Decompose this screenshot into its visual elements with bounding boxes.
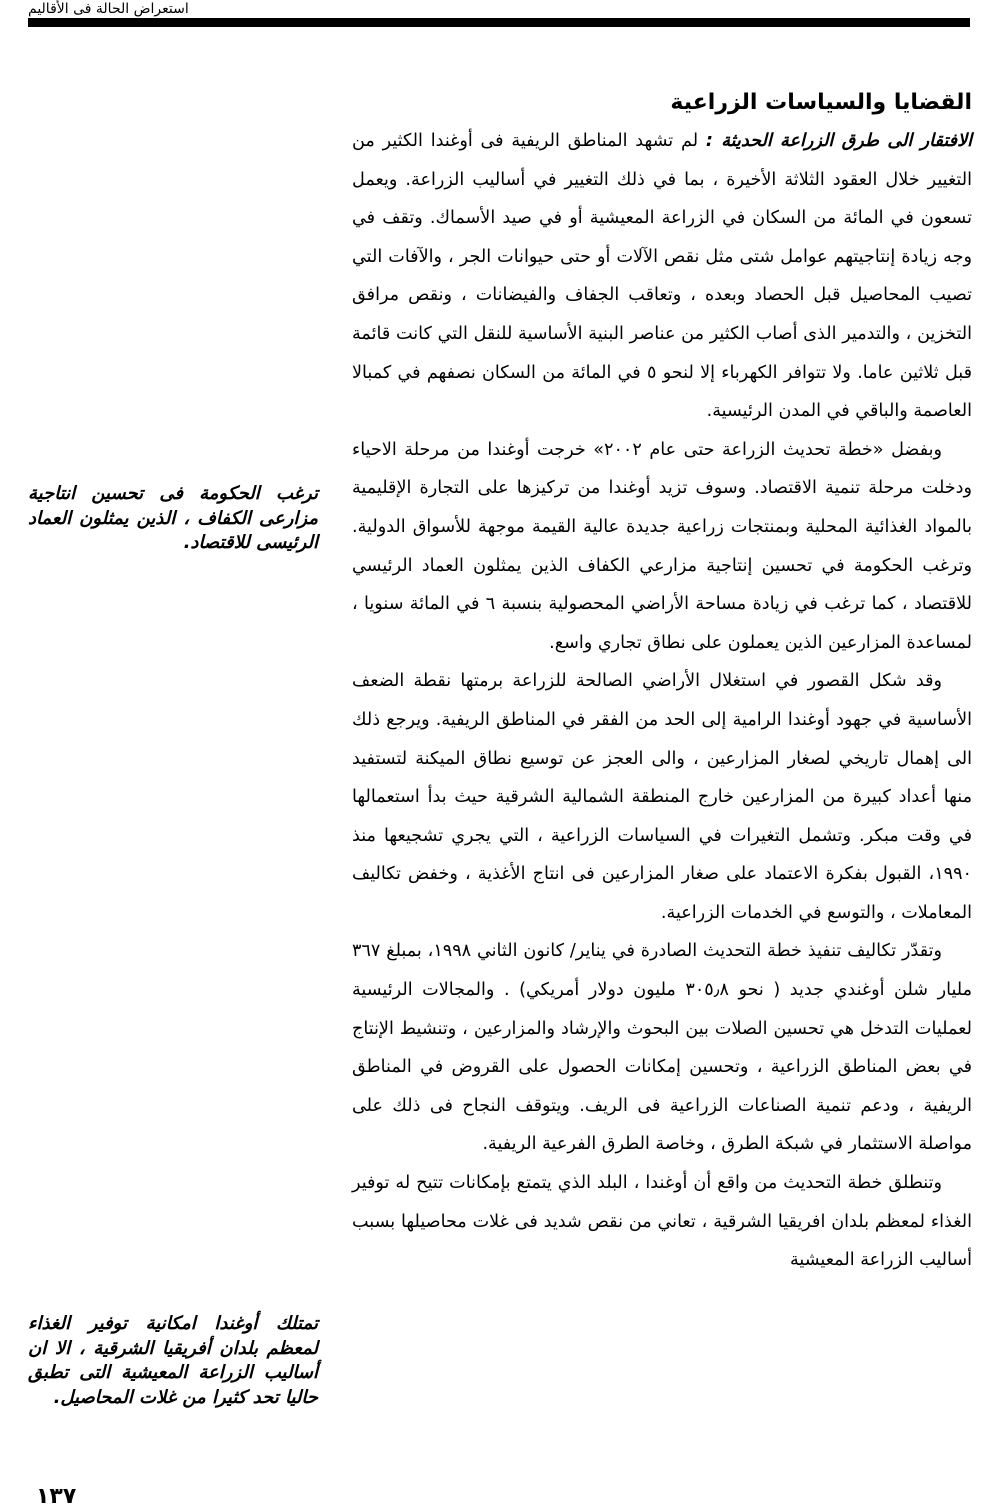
margin-note: ترغب الحكومة فى تحسين انتاجية مزارعى الكفاف ، الذين يمثلون العماد الرئيسى للاقتصاد.: [28, 483, 318, 553]
page-number: ١٣٧: [36, 1484, 77, 1509]
margin-note: تمتلك أوغندا امكانية توفير الغذاء لمعظم بلدان أفريقيا الشرقية ، الا ان أساليب الزراعة المعيشية التى تطبق حاليا تحد كثيرا من غلات المحاصيل.: [28, 1313, 318, 1408]
paragraph-4: وتقدّر تكاليف تنفيذ خطة التحديث الصادرة في يناير/ كانون الثاني ١٩٩٨، بمبلغ ٣٦٧ مليار شلن أوغندي جديد ( نحو ٣٠٥٫٨ مليون دولار أمريكي) . والمجالات الرئيسية لعمليات التدخل هي تحسين الصلات بين البحوث والإرشاد والمزارعين ، وتنشيط الإنتاج في بعض المناطق الزراعية ، وتحسين إمكانات الحصول على القروض في المناطق الريفية ، ودعم تنمية الصناعات الزراعية فى الريف. ويتوقف النجاح فى ذلك على مواصلة الاستثمار في شبكة الطرق ، وخاصة الطرق الفرعية الريفية.: [352, 941, 972, 1155]
header-rule: [28, 18, 970, 27]
running-head: استعراض الحالة فى الأقاليم: [28, 1, 189, 17]
paragraph-5: وتنطلق خطة التحديث من واقع أن أوغندا ، البلد الذي يتمتع بإمكانات تتيح له توفير الغذاء لمعظم بلدان افريقيا الشرقية ، تعاني من نقص شديد فى غلات محاصيلها بسبب أساليب الزراعة المعيشية: [352, 1173, 972, 1271]
paragraph-1: [352, 122, 972, 431]
paragraph-text: لم تشهد المناطق الريفية فى أوغندا الكثير من التغيير خلال العقود الثلاثة الأخيرة ، بما في ذلك التغيير في أساليب الزراعة. ويعمل تسعون في المائة من السكان في الزراعة المعيشية أو في صيد الأسماك. وتقف في وجه زيادة إنتاجيتهم عوامل شتى مثل نقص الآلات أو حتى حيوانات الجر ، والآفات التي تصيب المحاصيل قبل الحصاد وبعده ، وتعاقب الجفاف والفيضانات ، ونقص مرافق التخزين ، والتدمير الذى أصاب الكثير من عناصر البنية الأساسية للنقل التي كانت قائمة قبل ثلاثين عاما. ولا تتوافر الكهرباء إلا لنحو ٥ في المائة من السكان نصفهم في كمبالا العاصمة والباقي في المدن الرئيسية.: [352, 131, 972, 422]
section-title: القضايا والسياسات الزراعية: [670, 90, 972, 115]
main-column: [352, 84, 972, 1280]
paragraph-2: وبفضل «خطة تحديث الزراعة حتى عام ٢٠٠٢» خرجت أوغندا من مرحلة الاحياء ودخلت مرحلة تنمية الاقتصاد. وسوف تزيد أوغندا من تركيزها على التجارة الإقليمية بالمواد الغذائية المحلية وبمنتجات زراعية جديدة عالية القيمة موجهة للأسواق الدولية. وترغب الحكومة في تحسين إنتاجية مزارعي الكفاف الذين يمثلون العماد الرئيسي للاقتصاد ، كما ترغب في زيادة مساحة الأراضي المحصولية بنسبة ٦ في المائة سنويا ، لمساعدة المزارعين الذين يعملون على نطاق تجاري واسع.: [352, 439, 972, 653]
paragraph-3: وقد شكل القصور في استغلال الأراضي الصالحة للزراعة برمتها نقطة الضعف الأساسية في جهود أوغندا الرامية إلى الحد من الفقر في المناطق الريفية. ويرجع ذلك الى إهمال تاريخي لصغار المزارعين ، والى العجز عن توسيع نطاق الميكنة لتستفيد منها أعداد كبيرة من المزارعين خارج المنطقة الشمالية الشرقية حيث بدأ استعمالها في وقت مبكر. وتشمل التغيرات في السياسات الزراعية ، التي يجري تشجيعها منذ ١٩٩٠، القبول بفكرة الاعتماد على صغار المزارعين فى انتاج الأغذية ، وخفض تكاليف المعاملات ، والتوسع في الخدمات الزراعية.: [352, 671, 972, 923]
paragraph-lead-in: الافتقار الى طرق الزراعة الحديثة :: [705, 131, 972, 151]
